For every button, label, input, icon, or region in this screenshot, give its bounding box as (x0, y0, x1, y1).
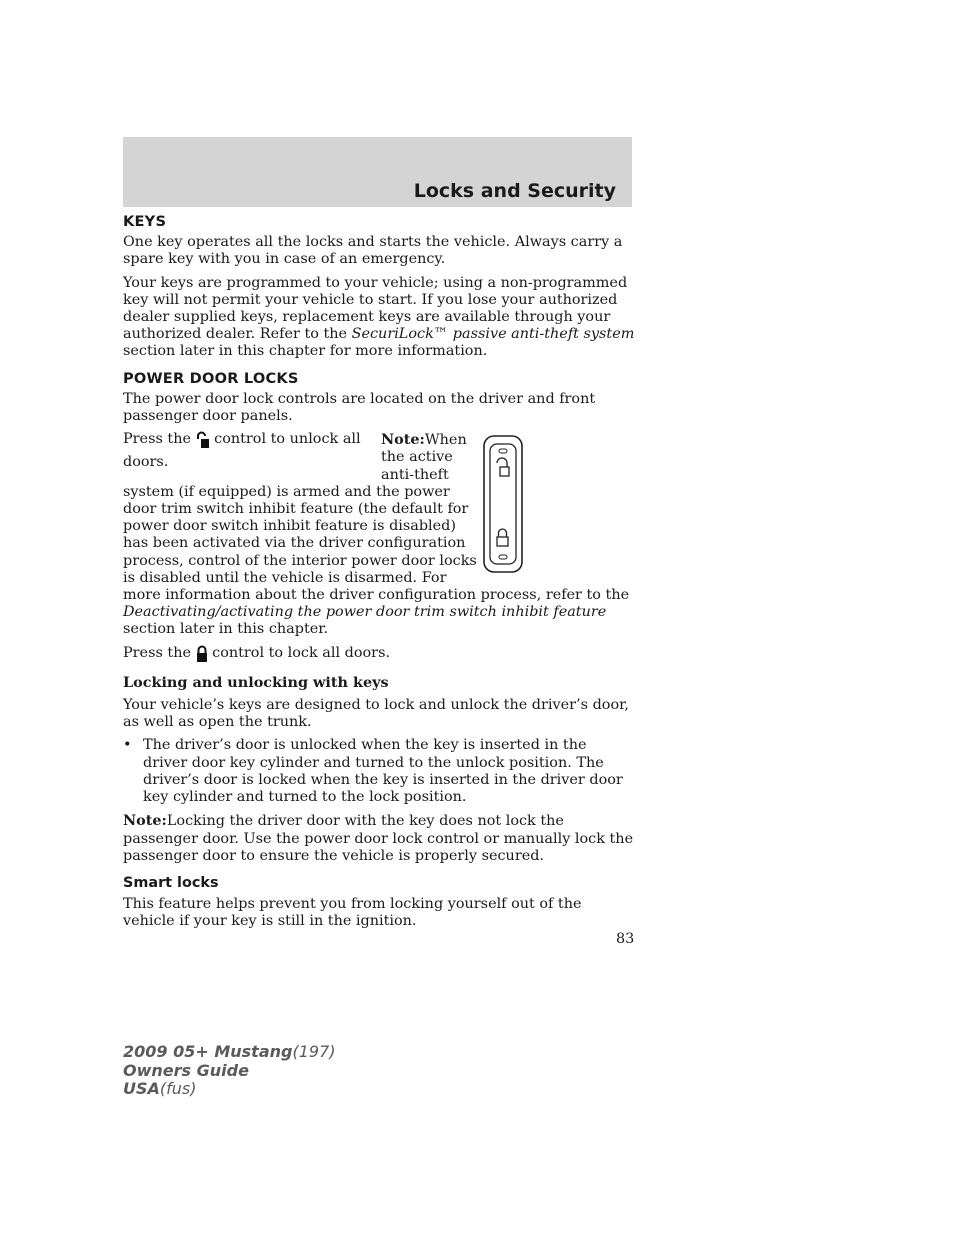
keys-heading: KEYS (123, 213, 167, 230)
power-paragraph-1: The power door lock controls are located on the driver and front passenger door panels. (123, 390, 596, 425)
smart-locks-paragraph: This feature helps prevent you from locking yourself out of the vehicle if your key is still in the ignition. (123, 896, 582, 930)
footer-line-3: USA(fus) (123, 1079, 197, 1098)
footer-line-2: Owners Guide (123, 1060, 249, 1080)
locking-with-keys-subheading: Locking and unlocking with keys (123, 673, 389, 691)
page-title: Locks and Security (413, 180, 616, 202)
smart-locks-heading: Smart locks (123, 874, 219, 891)
page-content (123, 213, 635, 937)
keys-paragraph-2: Your keys are programmed to your vehicle; using a non-programmed key will not permit your vehicle to start. If you lose your authorized dealer supplied keys, replacement keys are available through your authorized dealer. Refer to the SecuriLock™ passive anti-theft system section later in this chapter for more information. (123, 274, 635, 360)
lock-icon (196, 645, 208, 668)
keys-paragraph-1: One key operates all the locks and starts the vehicle. Always carry a spare key with you in case of an emergency. (123, 234, 623, 268)
footer-line-1: 2009 05+ Mustang(197) (123, 1042, 336, 1061)
locking-with-keys-paragraph: Your vehicle’s keys are designed to lock and unlock the driver’s door, as well as open the trunk. (123, 697, 629, 731)
bullet-icon: • (123, 737, 132, 754)
lock-instruction: Press the control to lock all doors. (123, 645, 635, 668)
list-item: • The driver’s door is unlocked when the key is inserted in the driver door key cylinder and turned to the unlock position. The driver’s door is locked when the key is inserted in the driver door key cylinder and turned to the lock position. (123, 737, 623, 806)
door-lock-switch-icon (483, 435, 523, 578)
header-band (123, 137, 632, 207)
power-door-locks-heading: POWER DOOR LOCKS (123, 369, 299, 387)
note-driver-door: Note:Locking the driver door with the key does not lock the passenger door. Use the power door lock control or manually lock the passenger door to ensure the vehicle is properly secured. (123, 812, 634, 864)
page-number: 83 (616, 931, 635, 947)
unlock-instruction: Press the control to unlock all doors. (123, 431, 361, 471)
unlock-icon (196, 431, 210, 454)
note-anti-theft: Note:When the active anti-theft system (if equipped) is armed and the power door trim switch inhibit feature (the default for power door switch inhibit feature is disabled) has been activated via the driver configuration process, control of the interior power door locks is disabled until the vehicle is disarmed. For more information about the driver configuration process, refer to the Deactivating/activating the power door trim switch inhibit feature section later in this chapter. (123, 431, 630, 638)
footer (123, 1043, 336, 1099)
